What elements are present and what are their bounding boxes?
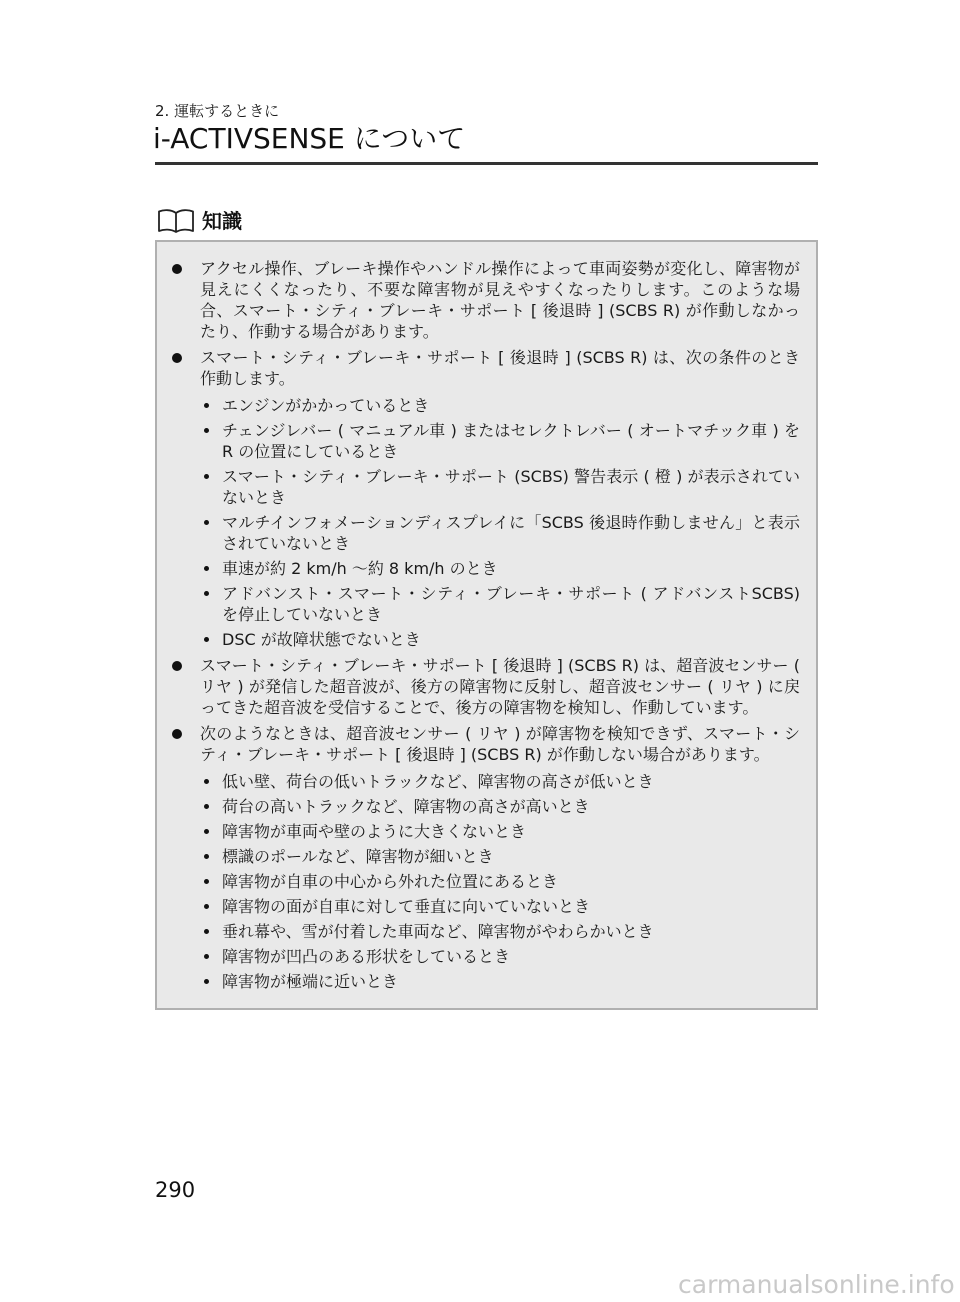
bullet-marker (172, 353, 182, 363)
limitation-item (200, 946, 800, 967)
knowledge-label: 知識 (202, 209, 242, 233)
limitation-list (200, 771, 800, 992)
sub-bullet-marker (204, 403, 209, 408)
sub-bullet-marker (204, 591, 209, 596)
condition-item (200, 583, 800, 625)
page-number: 290 (155, 1178, 196, 1202)
note-item (157, 723, 800, 992)
note-text: スマート・シティ・ブレーキ・サポート [ 後退時 ] (SCBS R) は、超音波センサー ( リヤ ) が発信した超音波が、後方の障害物に反射し、超音波センサー ( リヤ ) に戻ってきた超音波を受信することで、後方の障害物を検知し、作動しています。 (200, 656, 800, 717)
sub-bullet-marker (204, 879, 209, 884)
limitation-item (200, 821, 800, 842)
bullet-marker (172, 661, 182, 671)
condition-item (200, 558, 800, 579)
limitation-item (200, 796, 800, 817)
watermark: carmanualsonline.info (678, 1270, 955, 1299)
sub-bullet-marker (204, 929, 209, 934)
limitation-text: 障害物が自車の中心から外れた位置にあるとき (222, 872, 559, 891)
sub-bullet-marker (204, 520, 209, 525)
knowledge-box (155, 240, 818, 1010)
condition-text: スマート・シティ・ブレーキ・サポート (SCBS) 警告表示 ( 橙 ) が表示されていないとき (222, 467, 800, 507)
note-item (157, 347, 800, 650)
limitation-item (200, 846, 800, 867)
limitation-text: 標識のポールなど、障害物が細いとき (222, 847, 494, 866)
limitation-item (200, 921, 800, 942)
condition-item (200, 420, 800, 462)
condition-item (200, 629, 800, 650)
bullet-marker (172, 264, 182, 274)
sub-bullet-marker (204, 566, 209, 571)
sub-bullet-marker (204, 474, 209, 479)
note-list (157, 258, 800, 992)
note-text: 次のようなときは、超音波センサー ( リヤ ) が障害物を検知できず、スマート・シティ・ブレーキ・サポート [ 後退時 ] (SCBS R) が作動しない場合があります。 (200, 724, 800, 764)
sub-bullet-marker (204, 829, 209, 834)
sub-bullet-marker (204, 428, 209, 433)
condition-text: チェンジレバー ( マニュアル車 ) またはセレクトレバー ( オートマチック車 ) を R の位置にしているとき (222, 421, 800, 461)
limitation-text: 低い壁、荷台の低いトラックなど、障害物の高さが低いとき (222, 772, 654, 791)
sub-bullet-marker (204, 779, 209, 784)
sub-bullet-marker (204, 954, 209, 959)
condition-text: エンジンがかかっているとき (222, 396, 430, 415)
sub-bullet-marker (204, 854, 209, 859)
limitation-item (200, 771, 800, 792)
limitation-text: 障害物が極端に近いとき (222, 972, 399, 991)
title-divider (155, 162, 818, 165)
condition-item (200, 512, 800, 554)
condition-text: マルチインフォメーションディスプレイに「SCBS 後退時作動しません」と表示されていないとき (222, 513, 800, 553)
page-title: i-ACTIVSENSE について (153, 122, 466, 155)
limitation-item (200, 871, 800, 892)
condition-item (200, 395, 800, 416)
note-text: スマート・シティ・ブレーキ・サポート [ 後退時 ] (SCBS R) は、次の条件のとき作動します。 (200, 348, 800, 388)
limitation-item (200, 971, 800, 992)
sub-bullet-marker (204, 904, 209, 909)
limitation-text: 障害物の面が自車に対して垂直に向いていないとき (222, 897, 591, 916)
book-icon (156, 208, 196, 234)
condition-text: アドバンスト・スマート・シティ・ブレーキ・サポート ( アドバンストSCBS) を停止していないとき (222, 584, 800, 624)
sub-bullet-marker (204, 804, 209, 809)
knowledge-heading (156, 207, 242, 235)
condition-text: DSC が故障状態でないとき (222, 630, 421, 649)
limitation-item (200, 896, 800, 917)
sub-bullet-marker (204, 979, 209, 984)
limitation-text: 荷台の高いトラックなど、障害物の高さが高いとき (222, 797, 590, 816)
condition-text: 車速が約 2 km/h 〜約 8 km/h のとき (222, 559, 498, 578)
note-text: アクセル操作、ブレーキ操作やハンドル操作によって車両姿勢が変化し、障害物が見えにくくなったり、不要な障害物が見えやすくなったりします。このような場合、スマート・シティ・ブレーキ・サポート [ 後退時 ] (SCBS R) が作動しなかったり、作動する場合があります。 (200, 259, 800, 341)
condition-item (200, 466, 800, 508)
limitation-text: 垂れ幕や、雪が付着した車両など、障害物がやわらかいとき (222, 922, 654, 941)
limitation-text: 障害物が凹凸のある形状をしているとき (222, 947, 511, 966)
chapter-heading: 2. 運転するときに (155, 102, 280, 120)
limitation-text: 障害物が車両や壁のように大きくないとき (222, 822, 527, 841)
note-item (157, 258, 800, 342)
bullet-marker (172, 729, 182, 739)
note-item (157, 655, 800, 718)
condition-list (200, 395, 800, 650)
sub-bullet-marker (204, 637, 209, 642)
